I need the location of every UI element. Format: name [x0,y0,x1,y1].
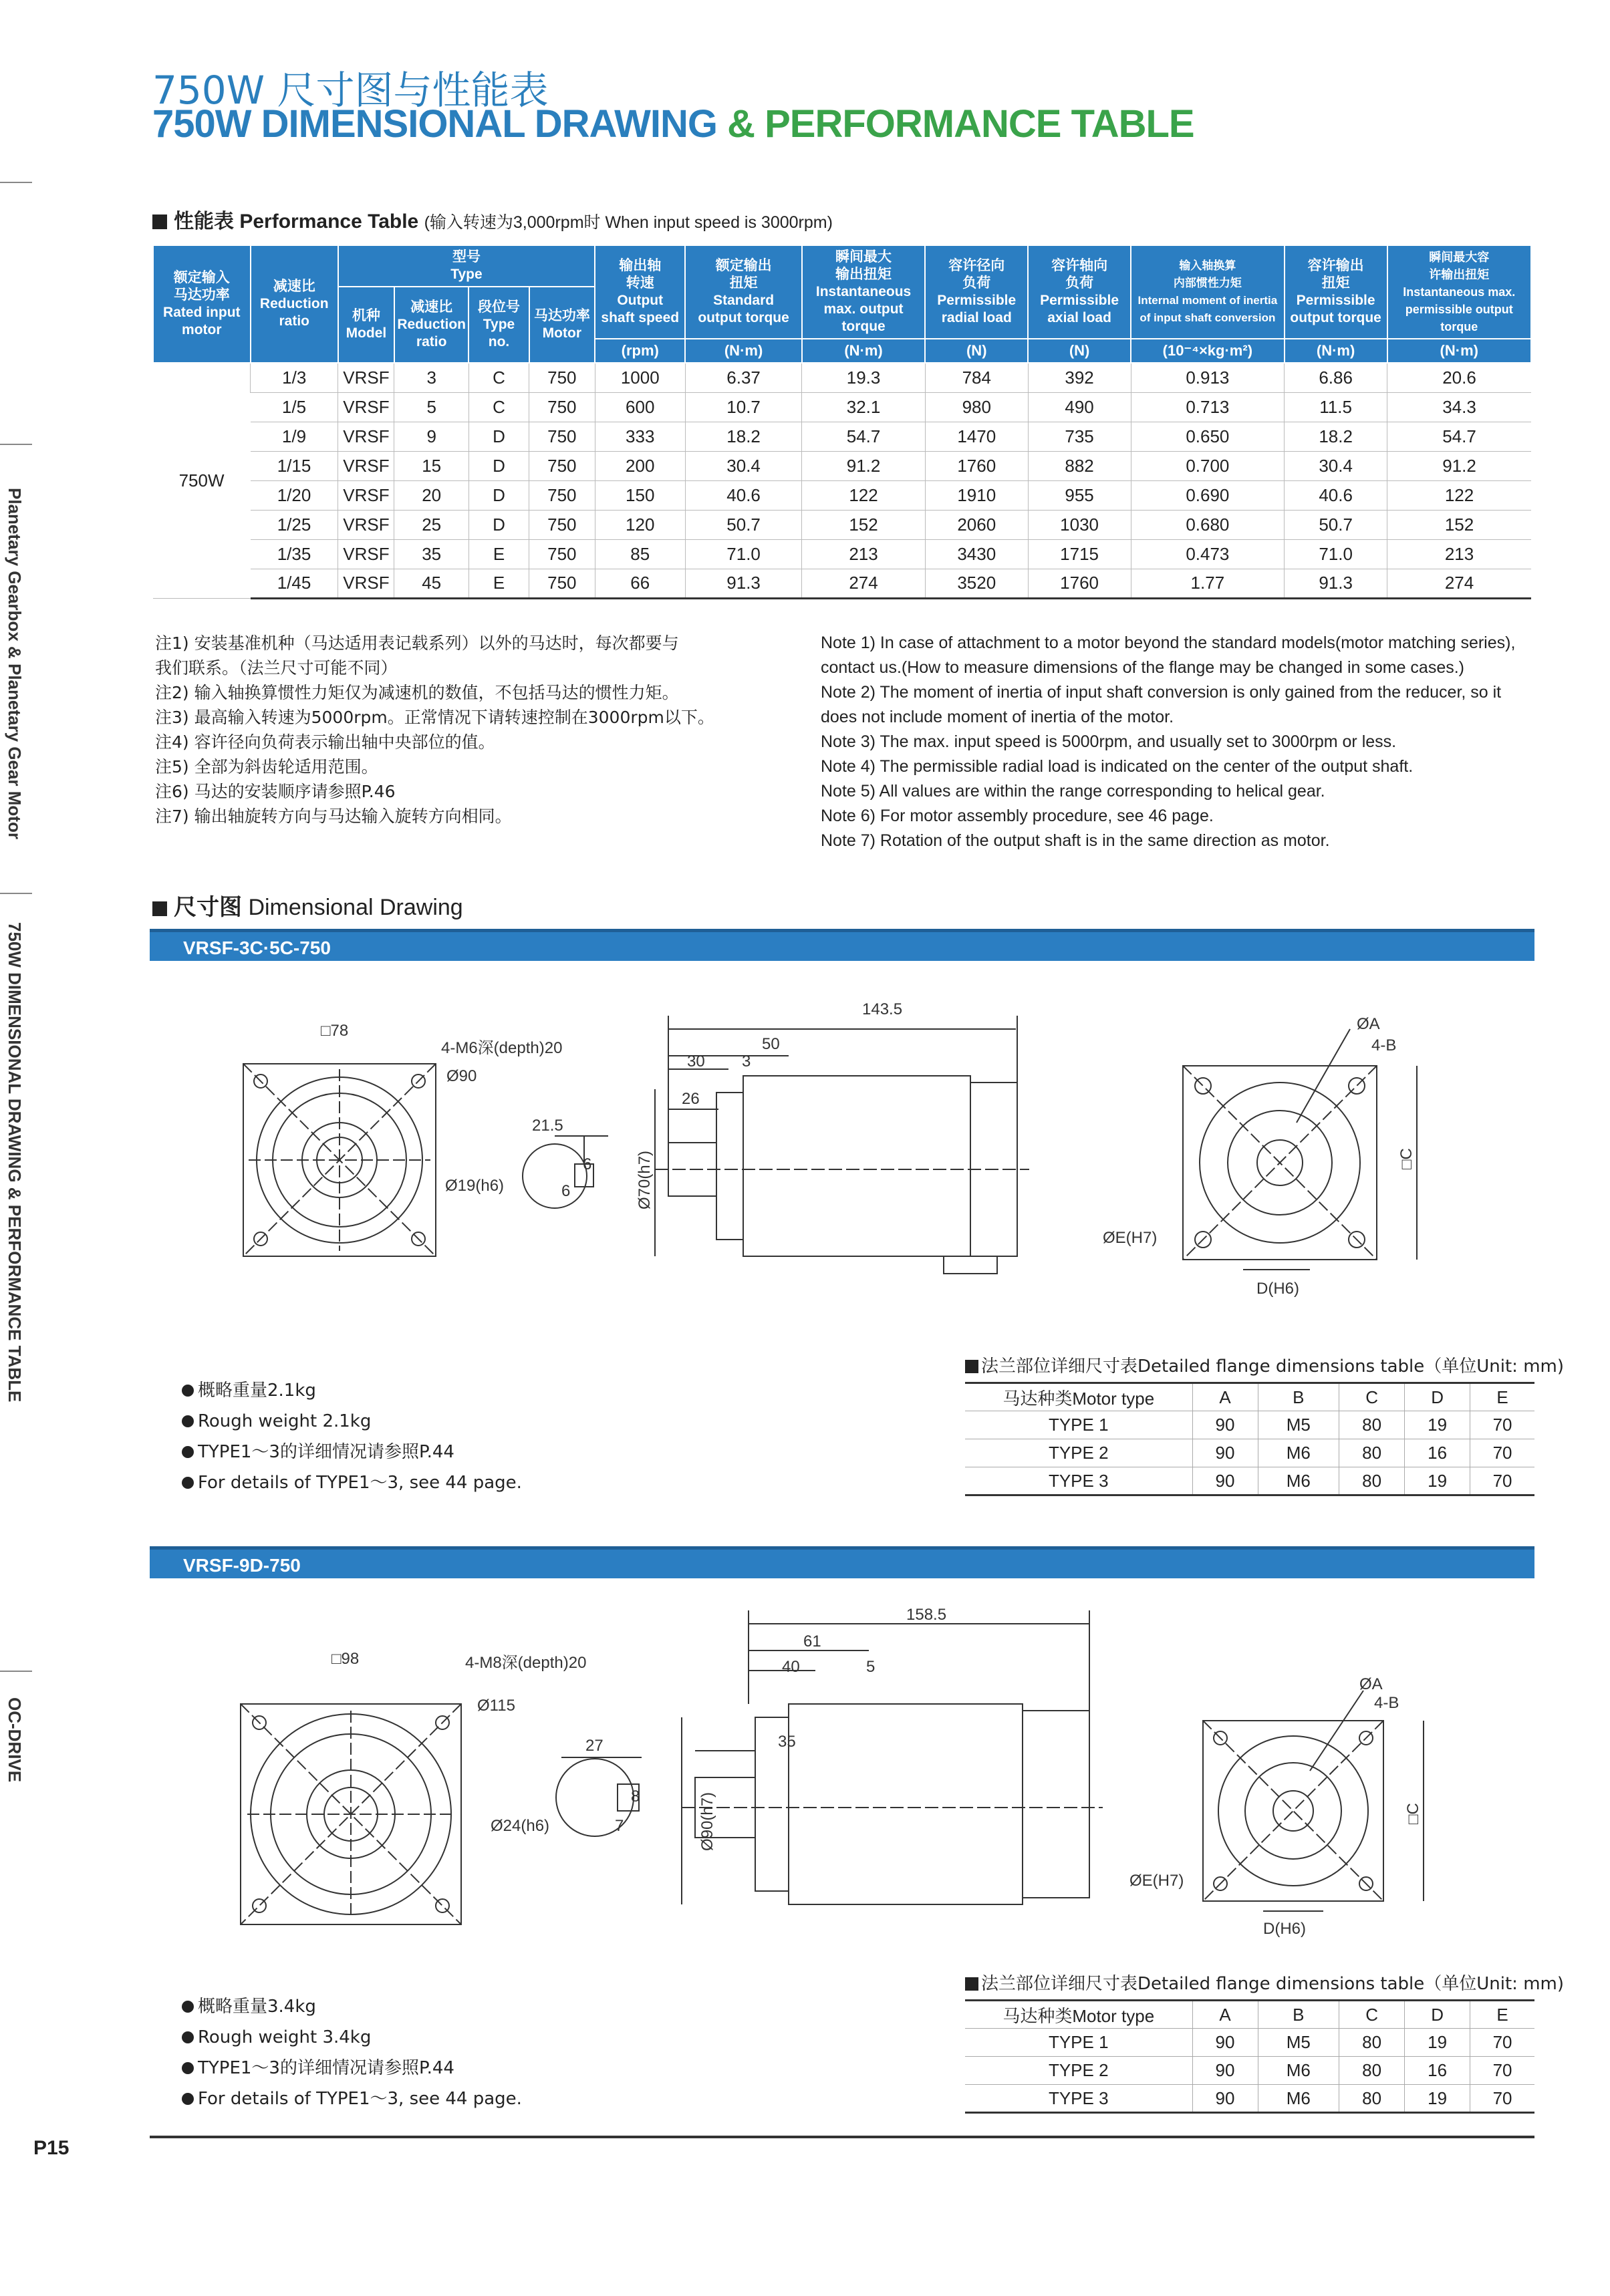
flange-th: D [1405,1383,1470,1411]
perf-cell: 9 [394,422,468,451]
th-reduction: 减速比 Reduction ratio [251,245,338,363]
perf-cell: 1910 [925,480,1028,510]
notes-cn [155,631,797,829]
perf-cell: 20 [394,480,468,510]
perf-cell: 18.2 [685,422,801,451]
perf-row [153,510,1531,539]
weight-line: TYPE1～3的详细情况请参照P.44 [182,2053,522,2084]
th-unit: (N·m) [1387,339,1531,363]
perf-cell: 32.1 [802,392,926,422]
th-unit: (N) [925,339,1028,363]
perf-cell: 66 [595,569,685,598]
perf-cell: 6.37 [685,363,801,392]
note-line: 注1) 安装基准机种（马达适用表记载系列）以外的马达时，每次都要与 [155,633,679,653]
perf-cell: 19.3 [802,363,926,392]
dim-l26: 26 [682,1090,700,1108]
flange-th: C [1339,1383,1405,1411]
dim-key-h: 8 [631,1787,640,1806]
square-bullet-icon [152,214,167,229]
dim-total-length: 158.5 [906,1606,947,1624]
perf-cell: 1000 [595,363,685,392]
perf-cell: 91.2 [1387,451,1531,480]
side-divider [0,182,32,183]
flange-row: TYPE 2 90 M6 80 16 70 [965,1439,1534,1467]
perf-cell: 54.7 [802,422,926,451]
page-title-en [152,102,1194,146]
model-bar-1: VRSF-3C·5C-750 [150,929,1534,961]
bullet-icon [182,1415,194,1427]
perf-cell: 1.77 [1131,569,1285,598]
perf-row [153,480,1531,510]
perf-cell: 45 [394,569,468,598]
weight-line: 概略重量2.1kg [182,1375,522,1406]
perf-subtitle: (输入转速为3,000rpm时 When input speed is 3000rpm) [424,213,833,232]
perf-cell: 0.690 [1131,480,1285,510]
perf-cell: 11.5 [1285,392,1387,422]
note-line: Note 5) All values are within the range corresponding to helical gear. [821,782,1325,801]
flange-th: E [1470,1383,1534,1411]
perf-cell: 0.680 [1131,510,1285,539]
dim-fc: □C [1404,1803,1422,1824]
model-bar-2: VRSF-9D-750 [150,1546,1534,1578]
flange-row: TYPE 1 90 M5 80 19 70 [965,2029,1534,2057]
drawing-title-en: Dimensional Drawing [248,895,463,920]
dim-l40: 40 [782,1658,800,1676]
perf-cell: 0.713 [1131,392,1285,422]
perf-cell: 0.700 [1131,451,1285,480]
perf-cell: 1/9 [251,422,338,451]
th-unit: (N·m) [802,339,926,363]
weight-line: TYPE1～3的详细情况请参照P.44 [182,1437,522,1467]
perf-cell: 1715 [1028,539,1131,569]
flange-row: TYPE 1 90 M5 80 19 70 [965,1411,1534,1439]
perf-cell: 18.2 [1285,422,1387,451]
dim-fd: D(H6) [1256,1280,1299,1298]
perf-cell: VRSF [338,539,394,569]
drawing-model-2 [200,1597,1537,1958]
perf-cell: 25 [394,510,468,539]
dim-pcd: Ø115 [477,1697,515,1715]
th-torque: 额定输出 扭矩 Standard output torque [685,245,801,339]
dim-fe: ØE(H7) [1129,1872,1184,1890]
perf-cell: 1760 [925,451,1028,480]
perf-cell: 333 [595,422,685,451]
th-unit: (N·m) [685,339,801,363]
th-unit: (rpm) [595,339,685,363]
perf-cell: 91.3 [685,569,801,598]
th-red-ratio: 减速比 Reduction ratio [394,287,468,363]
perf-cell: VRSF [338,510,394,539]
dim-square: □78 [321,1022,349,1040]
bullet-icon [182,2062,194,2074]
perf-cell: 955 [1028,480,1131,510]
flange-title-2: 法兰部位详细尺寸表Detailed flange dimensions table（单位Unit: mm) [965,1970,1564,1995]
weight-line: 概略重量3.4kg [182,1991,522,2022]
perf-row [153,569,1531,598]
dim-shaft: Ø19(h6) [445,1177,505,1195]
th-radial: 容许径向 负荷 Permissible radial load [925,245,1028,339]
perf-row [153,451,1531,480]
perf-cell: 392 [1028,363,1131,392]
th-inst-perm: 瞬间最大容 许输出扭矩 Instantaneous max. permissible output torque [1387,245,1531,339]
note-line: Note 3) The max. input speed is 5000rpm, and usually set to 3000rpm or less. [821,732,1397,751]
perf-cell: 1/15 [251,451,338,480]
flange-th: A [1192,1383,1258,1411]
square-bullet-icon [965,1977,978,1991]
perf-cell: 784 [925,363,1028,392]
note-line: Note 2) The moment of inertia of input shaft conversion is only gained from the reducer, so it [821,683,1502,702]
perf-cell: 50.7 [685,510,801,539]
flange-th: B [1258,2001,1339,2029]
perf-cell: 200 [595,451,685,480]
note-line: 注5) 全部为斜齿轮适用范围。 [155,757,378,776]
perf-cell: 750 [529,392,595,422]
notes-en [821,631,1542,853]
dim-square: □98 [331,1650,360,1668]
dim-l35: 35 [778,1733,796,1751]
perf-cell: 50.7 [1285,510,1387,539]
dim-spigot: Ø90(h7) [698,1791,716,1851]
perf-cell: VRSF [338,451,394,480]
title-en-part2: & PERFORMANCE TABLE [727,102,1194,146]
th-model: 机种 Model [338,287,394,363]
flange-title-1: 法兰部位详细尺寸表Detailed flange dimensions table（单位Unit: mm) [965,1352,1564,1377]
dim-bolts: 4-M6深(depth)20 [441,1039,563,1057]
perf-cell: VRSF [338,363,394,392]
weights-model-2 [182,1991,522,2114]
dim-fc: □C [1397,1148,1416,1169]
th-rated-input: 额定输入 马达功率 Rated input motor [153,245,251,363]
dim-key-h: 6 [583,1155,592,1173]
perf-cell: 750 [529,539,595,569]
perf-cell: 3430 [925,539,1028,569]
perf-section-title [152,204,833,234]
perf-cell: 735 [1028,422,1131,451]
dim-l61: 61 [803,1632,821,1651]
note-line: contact us.(How to measure dimensions of the flange may be changed in some cases.) [821,658,1465,677]
perf-cell: VRSF [338,569,394,598]
perf-cell: 91.3 [1285,569,1387,598]
perf-cell: 152 [802,510,926,539]
perf-cell: 20.6 [1387,363,1531,392]
dim-l3: 3 [742,1052,751,1070]
dim-key-d: 7 [615,1817,624,1835]
note-line: 我们联系。（法兰尺寸可能不同） [155,658,398,678]
perf-cell: 54.7 [1387,422,1531,451]
th-axial: 容许轴向 负荷 Permissible axial load [1028,245,1131,339]
perf-cell: C [468,392,529,422]
perf-cell: 1/20 [251,480,338,510]
perf-cell: 5 [394,392,468,422]
flange-row: TYPE 2 90 M6 80 16 70 [965,2057,1534,2085]
power-cell: 750W [153,363,251,598]
bullet-icon [182,1477,194,1489]
perf-cell: 274 [1387,569,1531,598]
th-motor: 马达功率 Motor [529,287,595,363]
dim-key-d: 6 [561,1182,571,1200]
perf-cell: 71.0 [685,539,801,569]
dim-fe: ØE(H7) [1103,1229,1158,1247]
flange-table-1 [965,1382,1534,1496]
perf-cell: 213 [802,539,926,569]
dim-fb: 4-B [1371,1036,1397,1054]
note-line: Note 4) The permissible radial load is indicated on the center of the output shaft. [821,757,1414,776]
th-speed: 输出轴 转速 Output shaft speed [595,245,685,339]
perf-cell: 85 [595,539,685,569]
perf-title-en: Performance Table [239,210,419,233]
dim-l5: 5 [866,1658,876,1676]
dim-fd: D(H6) [1263,1920,1306,1938]
dim-spigot: Ø70(h7) [636,1150,654,1209]
flange-th: B [1258,1383,1339,1411]
perf-cell: 10.7 [685,392,801,422]
side-label-product: Planetary Gearbox & Planetary Gear Motor [5,488,25,839]
perf-cell: 1760 [1028,569,1131,598]
perf-row [153,392,1531,422]
flange-th: E [1470,2001,1534,2029]
dim-key-width: 21.5 [532,1117,563,1135]
dim-shaft: Ø24(h6) [491,1817,550,1835]
weight-line: For details of TYPE1～3, see 44 page. [182,2084,522,2114]
weight-line: Rough weight 3.4kg [182,2022,522,2053]
dim-key-width: 27 [585,1737,603,1755]
perf-cell: 0.650 [1131,422,1285,451]
dim-fa: ØA [1357,1015,1380,1033]
perf-title-cn: 性能表 [174,210,234,233]
side-label-brand: OC-DRIVE [5,1697,25,1783]
perf-cell: 750 [529,480,595,510]
perf-cell: D [468,480,529,510]
dim-l50: 50 [762,1035,780,1053]
bullet-icon [182,1385,194,1397]
perf-cell: 0.913 [1131,363,1285,392]
perf-row [153,422,1531,451]
square-bullet-icon [965,1360,978,1373]
note-line: Note 6) For motor assembly procedure, see 46 page. [821,807,1214,825]
perf-cell: 71.0 [1285,539,1387,569]
th-inst-torque: 瞬间最大 输出扭矩 Instantaneous max. output torque [802,245,926,339]
flange-table-2 [965,1999,1534,2114]
dim-bolts: 4-M8深(depth)20 [465,1654,587,1672]
th-unit: (N) [1028,339,1131,363]
dim-fb: 4-B [1374,1694,1399,1712]
perf-cell: D [468,422,529,451]
bullet-icon [182,2093,194,2105]
perf-cell: VRSF [338,392,394,422]
note-line: 注6) 马达的安装顺序请参照P.46 [155,782,396,801]
th-unit: (N·m) [1285,339,1387,363]
perf-cell: 213 [1387,539,1531,569]
drawing-model-1 [200,989,1537,1323]
bullet-icon [182,2001,194,2013]
weights-model-1 [182,1375,522,1498]
perf-cell: VRSF [338,422,394,451]
note-line: does not include moment of inertia of the motor. [821,708,1174,726]
perf-cell: 3 [394,363,468,392]
side-divider [0,444,32,445]
perf-cell: 122 [802,480,926,510]
drawing-section-title [152,889,463,921]
flange-th: 马达种类Motor type [965,1383,1192,1411]
th-perm-torque: 容许输出 扭矩 Permissible output torque [1285,245,1387,339]
perf-cell: 152 [1387,510,1531,539]
perf-cell: 1/5 [251,392,338,422]
perf-cell: 2060 [925,510,1028,539]
perf-cell: 882 [1028,451,1131,480]
perf-cell: 274 [802,569,926,598]
footer-divider [150,2136,1534,2138]
perf-cell: VRSF [338,480,394,510]
perf-cell: C [468,363,529,392]
side-divider [0,893,32,894]
flange-th: D [1405,2001,1470,2029]
perf-cell: 980 [925,392,1028,422]
perf-cell: D [468,451,529,480]
dim-fa: ØA [1359,1675,1383,1693]
dim-pcd: Ø90 [446,1067,477,1085]
drawing-title-cn: 尺寸图 [174,895,242,920]
perf-cell: 1/35 [251,539,338,569]
perf-cell: 40.6 [1285,480,1387,510]
perf-cell: 750 [529,451,595,480]
flange-th: C [1339,2001,1405,2029]
perf-cell: 0.473 [1131,539,1285,569]
note-line: 注7) 输出轴旋转方向与马达输入旋转方向相同。 [155,807,512,826]
perf-cell: 6.86 [1285,363,1387,392]
note-line: 注3) 最高输入转速为5000rpm。正常情况下请转速控制在3000rpm以下。 [155,708,714,727]
perf-cell: E [468,539,529,569]
perf-cell: 1/25 [251,510,338,539]
perf-cell: 35 [394,539,468,569]
page-title-cn: 750W 尺寸图与性能表 [152,67,549,113]
perf-cell: 122 [1387,480,1531,510]
performance-table [152,245,1532,599]
perf-cell: 1/3 [251,363,338,392]
flange-row: TYPE 3 90 M6 80 19 70 [965,1467,1534,1495]
side-divider [0,1671,32,1672]
perf-cell: 1/45 [251,569,338,598]
perf-row [153,363,1531,392]
th-unit: (10⁻⁴×kg·m²) [1131,339,1285,363]
square-bullet-icon [152,901,167,916]
bullet-icon [182,1446,194,1458]
flange-th: A [1192,2001,1258,2029]
note-line: Note 7) Rotation of the output shaft is in the same direction as motor. [821,831,1330,850]
bullet-icon [182,2031,194,2043]
page-number: P15 [33,2137,70,2159]
perf-cell: 91.2 [802,451,926,480]
perf-cell: 1470 [925,422,1028,451]
perf-cell: 30.4 [685,451,801,480]
perf-cell: 750 [529,422,595,451]
dim-total-length: 143.5 [862,1000,903,1018]
perf-cell: 3520 [925,569,1028,598]
weight-line: For details of TYPE1～3, see 44 page. [182,1467,522,1498]
perf-cell: 750 [529,569,595,598]
note-line: 注4) 容许径向负荷表示输出轴中央部位的值。 [155,732,495,752]
perf-cell: 120 [595,510,685,539]
note-line: Note 1) In case of attachment to a motor beyond the standard models(motor matching series), [821,633,1516,652]
flange-row: TYPE 3 90 M6 80 19 70 [965,2085,1534,2113]
dim-l30: 30 [687,1052,705,1070]
th-inertia: 输入轴换算 内部惯性力矩 Internal moment of inertia of input shaft conversion [1131,245,1285,339]
weight-line: Rough weight 2.1kg [182,1406,522,1437]
perf-cell: 600 [595,392,685,422]
th-type: 型号 Type [338,245,595,287]
perf-cell: 30.4 [1285,451,1387,480]
perf-cell: 40.6 [685,480,801,510]
perf-cell: 750 [529,363,595,392]
perf-cell: 15 [394,451,468,480]
perf-cell: E [468,569,529,598]
perf-cell: 750 [529,510,595,539]
perf-cell: 150 [595,480,685,510]
perf-cell: D [468,510,529,539]
note-line: 注2) 输入轴换算惯性力矩仅为减速机的数值，不包括马达的惯性力矩。 [155,683,679,702]
perf-cell: 490 [1028,392,1131,422]
side-label-page: 750W DIMENSIONAL DRAWING & PERFORMANCE TABLE [5,922,25,1403]
perf-cell: 1030 [1028,510,1131,539]
perf-row [153,539,1531,569]
perf-cell: 34.3 [1387,392,1531,422]
th-type-no: 段位号 Type no. [468,287,529,363]
title-en-part1: 750W DIMENSIONAL DRAWING [152,102,728,146]
flange-th: 马达种类Motor type [965,2001,1192,2029]
